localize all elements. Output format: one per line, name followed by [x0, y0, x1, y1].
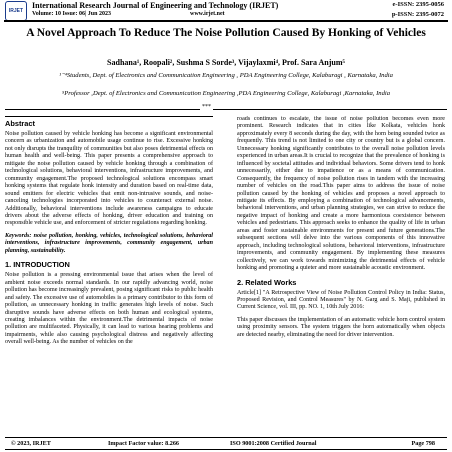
article-reference	[237, 290, 445, 312]
e-issn: e-ISSN: 2395-0056	[392, 1, 444, 8]
introduction-continued-text: roads continues to escalate, the issue of noise pollution becomes even more prominent. Research indicates that in cities like Kolkata, vehicles honk approximately every 8 seconds during the day, with the horn being sounded twice as frequently. This trend is not limited to one city or country but is a global concern. Unnecessary honking significantly contributes to the overall noise pollution levels experienced in urban areas.It is crucial to recognize that the prevalence of honking is influenced by societal attitudes and individual behaviors. Some drivers tend to honk unnecessarily, either due to impatience or as a means of communication. Consequently, the frequency of noise pollution rises in tandem with the increasing number of vehicles on the road.This paper aims to address the issue of noise pollution caused by the honking of vehicles and proposes a novel approach to mitigate its effects. By employing a combination of technological advancements, behavioral interventions, and urban planning strategies, we can strive to reduce the negative impact of honking and create a more harmonious coexistence between vehicles and pedestrians. This approach seeks to enhance the quality of life in urban areas and foster sustainable environments for present and future generations.The subsequent sections will delve into the various components of this innovative approach, including technological solutions, behavioral interventions, infrastructure improvements, and community engagement. By implementing these measures collectively, we can work towards minimizing the detrimental effects of vehicle honking and promoting a quieter and more sustainable acoustic environment.	[237, 116, 445, 272]
page-footer	[5, 437, 447, 450]
introduction-heading: 1. INTRODUCTION	[5, 260, 70, 270]
keywords-paragraph	[5, 233, 213, 255]
footer-iso: ISO 9001:2008 Certified Journal	[230, 440, 317, 447]
article-label: Article[1]	[237, 289, 262, 296]
keywords-label: Keywords:	[5, 232, 32, 239]
volume-issue: Volume: 10 Issue: 06| Jun 2023	[32, 11, 111, 17]
page-header	[0, 0, 452, 20]
article-citation: "A Retrospective View of Noise Pollution Control Policy in India: Status, Proposed Revision, and Control Measures" by N. Garg and S. Maji, published in Current Science, vol. III, pp. NO. 1, 10th July 2016:	[237, 289, 445, 311]
article-summary: This paper discusses the implementation of an automatic vehicle horn control system using proximity sensors. The system triggers the horn automatically when objects are detected nearby, eliminating the need for driver intervention.	[237, 316, 445, 338]
separator-stars: ***	[202, 104, 211, 110]
section-separator	[5, 109, 447, 110]
affiliation-professor: ⁵Professor ,Dept. of Electronics and Communication Engineering ,PDA Engineering College, Kalaburagi ,Karnataka, India	[61, 90, 391, 97]
journal-website[interactable]: www.irjet.net	[190, 11, 225, 17]
abstract-text: Noise pollution caused by vehicle honking has become a significant environmental concern as urbanization and automobile usage continue to rise. Excessive honking not only disrupts the tranquility of communities but also poses detrimental effects on human health and well-being. This paper presents a comprehensive approach to mitigate the noise pollution caused by vehicle honking through a combination of technological solutions, behavioral interventions, infrastructure improvements, and community engagement.The proposed technological solutions encompass smart honking systems that regulate honk intensity and duration based on real-time data, sound emitters for electric vehicles that emit non-intrusive sounds, and noise-canceling technologies incorporated into vehicles to counteract external noise. Additionally, behavioral interventions include awareness campaigns to educate drivers about the adverse effects of honking, driver education and training on responsible vehicle use, and enforcement of stricter regulations regarding honking.	[5, 131, 213, 227]
right-column	[237, 116, 445, 448]
footer-page-number: Page 798	[411, 440, 435, 447]
footer-copyright: © 2023, IRJET	[11, 440, 51, 447]
introduction-text: Noise pollution is a pressing environmental issue that arises when the level of ambient noise exceeds normal standards. In our rapidly advancing world, noise pollution has become increasingly prevalent, posing significant risks to public health and safety. The excessive use of automobiles is a primary contributor to this form of pollution, as unnecessary honking in traffic generates high levels of noise. Such disruptive sounds have adverse effects on both human and ecological systems, creating imbalances within the environment.The detrimental impacts of noise pollution are multifaceted. Physically, it can lead to various hearing problems and impairments, while also causing psychological distress and negatively affecting overall well-being. As the number of vehicles on the	[5, 272, 213, 346]
keywords-text: noise pollution, honking, vehicles, technological solutions, behavioral interventions, infrastructure improvements, community engagement, urban planning, sustainability.	[5, 232, 213, 254]
header-rule	[4, 20, 448, 22]
paper-title: A Novel Approach To Reduce The Noise Pollution Caused By Honking of Vehicles	[26, 27, 426, 39]
journal-name: International Research Journal of Engineering and Technology (IRJET)	[32, 1, 279, 10]
left-column	[5, 116, 213, 448]
journal-logo: IRJET	[5, 1, 27, 21]
p-issn: p-ISSN: 2395-0072	[391, 11, 444, 18]
author-list: Sadhana¹, Roopali², Sushma S Sorde³, Vijaylaxmi⁴, Prof. Sara Anjum⁵	[107, 58, 345, 67]
affiliation-students: ¹⁻⁴Students, Dept. of Electronics and Communication Engineering , PDA Engineering College, Kalaburagi , Karnataka, India	[59, 72, 393, 79]
footer-impact-factor: Impact Factor value: 8.266	[108, 440, 180, 447]
abstract-heading: Abstract	[5, 119, 35, 128]
abstract-top-rule	[5, 116, 213, 117]
related-works-heading: 2. Related Works	[237, 277, 297, 287]
